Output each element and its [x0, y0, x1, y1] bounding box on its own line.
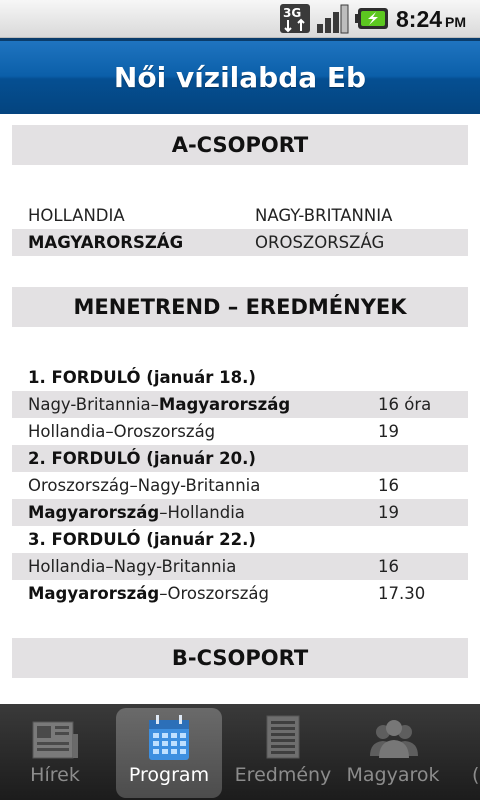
list-icon — [257, 712, 309, 762]
team-name: OROSZORSZÁG — [255, 233, 385, 252]
bottom-tab-bar — [0, 704, 480, 800]
clock: 8:24 PM — [396, 6, 467, 32]
group-b-heading: B-CSOPORT — [12, 638, 468, 678]
round-title: 3. FORDULÓ (január 22.) — [28, 530, 256, 549]
match-time: 16 — [378, 476, 399, 495]
round-title: 2. FORDULÓ (január 20.) — [12, 445, 468, 472]
match-time: 17.30 — [378, 584, 426, 603]
title-bar — [0, 38, 480, 114]
network-3g-icon — [279, 3, 311, 34]
newspaper-icon — [29, 712, 81, 762]
page-title: Női vízilabda Eb — [113, 61, 367, 94]
calendar-icon — [143, 714, 195, 764]
match-row: Nagy-Britannia–Magyarország 16 óra — [12, 391, 468, 418]
battery-icon — [354, 3, 390, 34]
tab-label: Program — [128, 764, 210, 786]
tab-label: Magyarok — [346, 764, 440, 786]
tab-label: Hírek — [30, 764, 80, 786]
schedule-heading: MENETREND – EREDMÉNYEK — [12, 287, 468, 327]
group-a-row — [12, 202, 468, 229]
match-time: 16 óra — [378, 395, 432, 414]
status-bar — [0, 0, 480, 38]
match-row: Magyarország–Hollandia 19 — [12, 499, 468, 526]
tab-partial[interactable] — [450, 704, 480, 800]
group-a-heading: A-CSOPORT — [12, 125, 468, 165]
match-row: Magyarország–Oroszország 17.30 — [12, 580, 468, 607]
match-time: 19 — [378, 503, 399, 522]
signal-strength-icon — [316, 3, 350, 34]
tab-eredmeny[interactable] — [228, 704, 338, 800]
team-name: HOLLANDIA — [28, 206, 125, 225]
tab-label: Eredmény — [234, 764, 332, 786]
tab-label: ( — [472, 764, 480, 786]
match-time: 16 — [378, 557, 399, 576]
tab-magyarok[interactable] — [338, 704, 448, 800]
match-row: Hollandia–Oroszország 19 — [12, 418, 468, 445]
tab-program[interactable] — [116, 708, 222, 798]
group-a-row — [12, 229, 468, 256]
tab-hirek[interactable] — [0, 704, 110, 800]
match-time: 19 — [378, 422, 399, 441]
people-icon — [362, 712, 424, 762]
svg-text:3G: 3G — [283, 6, 302, 20]
match-row: Hollandia–Nagy-Britannia 16 — [12, 553, 468, 580]
team-name: MAGYARORSZÁG — [28, 233, 184, 252]
round-title: 1. FORDULÓ (január 18.) — [28, 368, 256, 387]
match-row: Oroszország–Nagy-Britannia 16 — [12, 472, 468, 499]
team-name: NAGY-BRITANNIA — [255, 206, 393, 225]
